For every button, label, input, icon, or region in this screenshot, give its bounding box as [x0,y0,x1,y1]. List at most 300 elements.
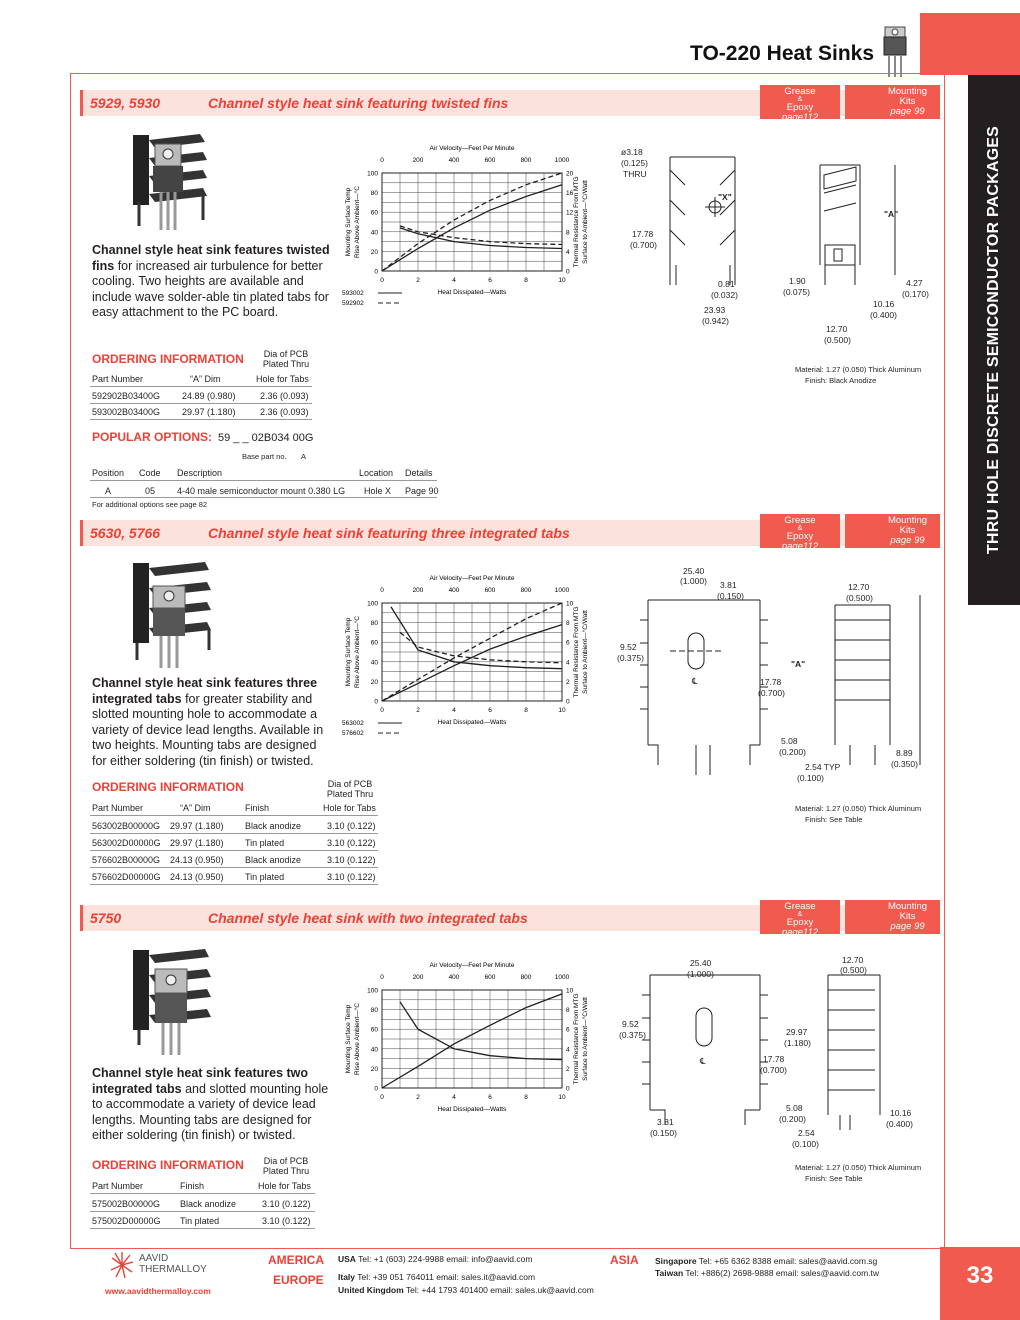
top-axis-label: Air Velocity—Feet Per Minute [429,575,515,582]
divider [90,386,312,387]
right-axis-label: Surface to Ambient—°C/Watt [582,997,589,1081]
dim-label: (0.500) [824,335,851,345]
dim-label: (1.180) [784,1038,811,1048]
right-tick-label: 16 [566,190,574,198]
table-cell: 2.36 (0.093) [260,407,309,417]
opt-header-location: Location [359,468,394,478]
contact-label: United Kingdom [338,1285,404,1295]
legend-label: 576602 [342,730,364,737]
top-tick-label: 400 [448,587,460,594]
table-cell: 575002D00000G [92,1216,161,1226]
x-axis-label: Heat Dissipated—Watts [437,1106,507,1113]
top-tick-label: 1000 [554,974,570,981]
top-tick-label: 600 [484,974,496,981]
dim-label: 12.70 [842,955,864,965]
badge-text: Kits [899,911,916,922]
dim-label: 10.16 [890,1108,912,1118]
col-hole-header: Hole for Tabs [256,374,309,384]
legend-label: 563002 [342,720,364,727]
table-cell: 29.97 (1.180) [170,821,224,831]
contact-label: USA [338,1254,356,1264]
right-tick-label: 6 [566,639,570,647]
right-axis-label: Thermal Resistance From MTG [573,606,580,698]
table-cell: Black anodize [180,1199,237,1209]
dim-label: (0.375) [619,1030,646,1040]
dim-label: (0.032) [711,290,738,300]
dim-label: 3.81 [720,580,737,590]
badge-text: & [797,96,803,103]
table-cell: 563002D00000G [92,838,161,848]
table-cell: 29.97 (1.180) [182,407,236,417]
table-cell: 576602B00000G [92,855,161,865]
dim-label: (0.100) [792,1139,819,1149]
contact-text: Tel: +886(2) 2698-9888 email: sales@aavid.com.tw [685,1268,880,1278]
top-tick-label: 1000 [554,157,570,164]
chart-5750 [340,960,590,1120]
right-tick-label: 8 [566,229,570,237]
badge-text: Grease [784,86,816,97]
y-tick-label: 0 [374,698,378,706]
dim-label: (0.150) [650,1128,677,1138]
x-tick-label: 10 [558,277,566,284]
right-tick-label: 2 [566,1065,570,1073]
badge-text: Epoxy [786,917,814,928]
description-text: for greater stability and slotted mounting hole to accommodate a variety of device lead lengths. Available in two heights. Mounting tabs are designed for either soldering (tin finish) or twisted. [92,691,324,768]
material-note: Material: 1.27 (0.050) Thick Aluminum [795,804,922,813]
finish-note: Finish: See Table [805,815,863,824]
top-axis-label: Air Velocity—Feet Per Minute [429,145,515,152]
dim-label: (0.200) [779,1114,806,1124]
divider [90,497,437,498]
x-axis-label: Heat Dissipated—Watts [437,719,507,726]
table-cell: Tin plated [245,872,285,882]
divider [90,480,437,481]
region-europe: EUROPE [273,1273,324,1287]
popular-options-title: POPULAR OPTIONS: [92,430,213,444]
top-tick-label: 400 [448,157,460,164]
dim-label: 17.78 [763,1054,785,1064]
base-part-label: Base part no. [242,452,287,461]
top-tick-label: 0 [380,974,384,981]
dim-label: 12.70 [848,582,870,592]
y-tick-label: 20 [370,248,378,256]
region-america: AMERICA [268,1253,324,1267]
badge-text: Epoxy [786,531,814,542]
chart-5630 [340,573,590,748]
table-cell: Black anodize [245,821,302,831]
legend-label: 593002 [342,290,364,297]
right-axis-label: Surface to Ambient—°C/Watt [582,180,589,264]
material-note: Material: 1.27 (0.050) Thick Aluminum [795,365,922,374]
badge-page: page 99 [890,535,925,546]
contact-italy [338,1272,535,1282]
position-a-label: A [301,452,307,461]
opt-header-position: Position [92,468,125,478]
y-tick-label: 0 [374,268,378,276]
dim-label: 9.52 [620,642,637,652]
x-tick-label: 8 [524,707,528,714]
dim-label: (0.942) [702,316,729,326]
right-tick-label: 8 [566,620,570,628]
dim-label: ℄ [700,1056,706,1066]
section2-number: 5630, 5766 [90,525,161,541]
y-tick-label: 20 [370,1065,378,1073]
y-tick-label: 100 [367,987,378,995]
table-cell: 24.89 (0.980) [182,391,236,401]
dim-label: 9.52 [622,1019,639,1029]
badge-text: Mounting [887,901,928,912]
product-photo-5929 [125,130,215,240]
right-tick-label: 4 [566,659,570,667]
dim-label: 25.40 [683,566,705,576]
chart-5929 [340,143,590,318]
dim-label: (0.700) [760,1065,787,1075]
badge-page: page112 [781,541,819,552]
dim-label: 1.90 [789,276,806,286]
dim-label: ø3.18 [621,147,643,157]
description-bold: Channel style heat sink features twisted fins [92,243,330,273]
dim-label: (0.100) [797,773,824,783]
contact-singapore [655,1256,877,1266]
dim-label: 17.78 [760,677,782,687]
series-line [391,607,562,669]
dim-label: (0.125) [621,158,648,168]
dim-label: (0.500) [840,965,867,975]
region-asia: ASIA [610,1253,639,1267]
divider [90,1193,315,1194]
dim-label: (0.700) [758,688,785,698]
table-cell: 05 [145,486,156,496]
dim-label: "A" [884,209,899,219]
product-photo-5750 [125,945,220,1060]
divider [90,815,378,816]
x-tick-label: 6 [488,707,492,714]
popular-code: 59 _ _ 02B034 00G [218,432,314,444]
badge-page: page 99 [890,106,925,117]
y-tick-label: 80 [370,190,378,198]
col-dia-header: Dia of PCB Plated Thru [262,1156,310,1176]
options-note: For additional options see page 82 [92,500,208,509]
right-tick-label: 0 [566,268,570,276]
aavid-logo-icon [110,1250,134,1280]
right-tick-label: 0 [566,698,570,706]
y-tick-label: 40 [370,659,378,667]
y-axis-label: Rise Above Ambient—°C [354,186,361,258]
page-title: TO-220 Heat Sinks [690,42,875,65]
col-a-header: “A” Dim [190,374,221,384]
top-tick-label: 600 [484,157,496,164]
y-axis-label: Mounting Surface Temp [345,187,352,257]
x-tick-label: 10 [558,707,566,714]
table-cell: Tin plated [180,1216,220,1226]
col-dia-header: Dia of PCB Plated Thru [262,349,310,369]
grease-epoxy-badge[interactable] [760,85,840,123]
dim-label: (0.075) [783,287,810,297]
description-bold: Channel style heat sink features three integrated tabs [92,676,318,706]
chart-svg [340,960,590,1120]
dim-label: 8.89 [896,748,913,758]
dim-label: (1.000) [680,576,707,586]
col-part-header: Part Number [92,803,144,813]
table-cell: A [105,486,112,496]
badge-text: & [797,525,803,532]
table-cell: 2.36 (0.093) [260,391,309,401]
material-note: Material: 1.27 (0.050) Thick Aluminum [795,1163,922,1172]
table-cell: 29.97 (1.180) [170,838,224,848]
finish-note: Finish: See Table [805,1174,863,1183]
top-tick-label: 400 [448,974,460,981]
right-tick-label: 2 [566,678,570,686]
legend-label: 592902 [342,300,364,307]
table-cell: 3.10 (0.122) [262,1216,311,1226]
ordering-info-title: ORDERING INFORMATION [92,780,244,794]
y-axis-label: Mounting Surface Temp [345,617,352,687]
dim-label: 29.97 [786,1027,808,1037]
dim-label: (1.000) [687,969,714,979]
divider [90,1211,315,1212]
badge-page: page112 [781,927,819,938]
contact-text: Tel: +65 6362 8388 email: sales@aavid.com.sg [698,1256,878,1266]
y-tick-label: 60 [370,639,378,647]
table-cell: 576602D00000G [92,872,161,882]
x-tick-label: 2 [416,1094,420,1101]
section1-title: Channel style heat sink featuring twisted fins [208,95,509,111]
side-tab-label: THRU HOLE DISCRETE SEMICONDUCTOR PACKAGES [985,125,1002,555]
header-red-block [920,13,1020,75]
divider [90,833,378,834]
badge-text: Epoxy [786,102,814,113]
top-axis-label: Air Velocity—Feet Per Minute [429,962,515,969]
col-dia-header: Dia of PCB Plated Thru [326,779,374,799]
x-tick-label: 0 [380,277,384,284]
right-tick-label: 4 [566,1046,570,1054]
badge-text: Grease [784,901,816,912]
table-cell: 593002B03400G [92,407,161,417]
contact-usa [338,1254,532,1264]
dim-label: 4.27 [906,278,923,288]
brand-line: AAVID [139,1253,169,1264]
y-tick-label: 80 [370,1007,378,1015]
dim-label: 2.54 TYP [805,762,841,772]
ordering-info-title: ORDERING INFORMATION [92,1158,244,1172]
top-tick-label: 600 [484,587,496,594]
y-tick-label: 40 [370,229,378,237]
table-cell: 563002B00000G [92,821,161,831]
x-tick-label: 2 [416,277,420,284]
y-axis-label: Mounting Surface Temp [345,1004,352,1074]
section1-number: 5929, 5930 [90,95,161,111]
top-tick-label: 0 [380,157,384,164]
right-tick-label: 8 [566,1007,570,1015]
section3-title: Channel style heat sink with two integrated tabs [208,910,528,926]
contact-text: Tel: +44 1793 401400 email: sales.uk@aavid.com [405,1285,594,1295]
right-tick-label: 20 [566,170,574,178]
dim-label: 5.08 [781,736,798,746]
dim-label: (0.200) [779,747,806,757]
mounting-kits-badge[interactable] [845,514,940,548]
divider [90,403,312,404]
badge-page: page112 [781,112,819,123]
chart-svg [340,573,590,748]
badge-text: Kits [899,525,916,536]
table-cell: Black anodize [245,855,302,865]
brand-name [139,1253,207,1275]
opt-header-details: Details [405,468,433,478]
y-axis-label: Rise Above Ambient—°C [354,1003,361,1075]
divider [90,867,378,868]
dim-label: 3.81 [657,1117,674,1127]
right-tick-label: 12 [566,209,574,217]
right-axis-label: Thermal Resistance From MTG [573,993,580,1085]
right-tick-label: 4 [566,248,570,256]
x-tick-label: 10 [558,1094,566,1101]
contact-uk [338,1285,594,1295]
col-a-header: “A” Dim [180,803,211,813]
contact-taiwan [655,1268,879,1278]
page-number: 33 [966,1262,994,1289]
dim-label: 12.70 [826,324,848,334]
contact-label: Taiwan [655,1268,684,1278]
col-finish-header: Finish [180,1181,205,1191]
x-tick-label: 6 [488,277,492,284]
section3-number: 5750 [90,910,122,926]
badge-text: Grease [784,515,816,526]
right-tick-label: 6 [566,1026,570,1034]
x-tick-label: 2 [416,707,420,714]
description-text: and slotted mounting hole to accommodate a variety of device lead lengths. Mounting tabs are designed for either soldering (tin finish) or twisted. [92,1081,329,1142]
description-bold: Channel style heat sink features two integrated tabs [92,1066,309,1096]
y-tick-label: 100 [367,600,378,608]
table-cell: 4-40 male semiconductor mount 0.380 LG [177,486,346,496]
dim-label: (0.170) [902,289,929,299]
finish-note: Finish: Black Anodize [805,376,877,385]
x-tick-label: 0 [380,1094,384,1101]
top-tick-label: 800 [520,587,532,594]
series-line [400,1002,562,1060]
y-tick-label: 0 [374,1085,378,1093]
grease-epoxy-badge[interactable] [760,514,840,552]
table-cell: 575002B00000G [92,1199,161,1209]
contact-label: Italy [338,1272,356,1282]
col-hole-header: Hole for Tabs [323,803,376,813]
top-tick-label: 1000 [554,587,570,594]
right-tick-label: 0 [566,1085,570,1093]
dim-label: 5.08 [786,1103,803,1113]
contact-label: Singapore [655,1256,697,1266]
badge-text: Kits [899,96,916,107]
contact-text: Tel: +39 051 764011 email: sales.it@aavid.com [357,1272,536,1282]
table-cell: 3.10 (0.122) [262,1199,311,1209]
dim-label: 0.81 [718,279,735,289]
right-tick-label: 10 [566,600,574,608]
product-photo-5630 [125,558,220,673]
dim-label: (0.150) [717,591,744,601]
y-tick-label: 60 [370,1026,378,1034]
x-tick-label: 8 [524,277,528,284]
dim-label: (0.350) [891,759,918,769]
dim-label: (0.400) [886,1119,913,1129]
description-text: for increased air turbulence for better cooling. Two heights are available and include wave solder-able tin plated tabs for easy attachment to the PC board. [92,258,329,319]
table-cell: 3.10 (0.122) [327,838,376,848]
section3-description [92,1066,332,1144]
series-line [400,632,562,662]
y-tick-label: 80 [370,620,378,628]
x-axis-label: Heat Dissipated—Watts [437,289,507,296]
dim-label: 25.40 [690,958,712,968]
y-axis-label: Rise Above Ambient—°C [354,616,361,688]
y-tick-label: 20 [370,678,378,686]
dim-label: 10.16 [873,299,895,309]
to220-icon [880,25,910,80]
badge-text: Mounting [887,515,928,526]
dim-label: THRU [623,169,647,179]
y-tick-label: 60 [370,209,378,217]
x-tick-label: 4 [452,277,456,284]
table-cell: 24.13 (0.950) [170,872,224,882]
top-tick-label: 200 [412,587,424,594]
top-tick-label: 800 [520,974,532,981]
dimension-drawing-5630 [610,565,940,785]
dim-label: (0.400) [870,310,897,320]
table-cell: Page 90 [405,486,439,496]
grease-epoxy-badge[interactable] [760,900,840,938]
dim-label: 2.54 [798,1128,815,1138]
right-axis-label: Thermal Resistance From MTG [573,176,580,268]
dim-label: "X" [718,192,732,202]
x-tick-label: 8 [524,1094,528,1101]
y-tick-label: 40 [370,1046,378,1054]
dim-label: (0.700) [630,240,657,250]
top-tick-label: 0 [380,587,384,594]
dim-label: (0.500) [846,593,873,603]
divider [90,884,378,885]
table-cell: Tin plated [245,838,285,848]
dim-label: 17.78 [632,229,654,239]
mounting-kits-badge[interactable] [845,900,940,934]
table-cell: 3.10 (0.122) [327,855,376,865]
dim-label: ℄ [692,676,698,686]
x-tick-label: 4 [452,1094,456,1101]
website-link[interactable]: www.aavidthermalloy.com [105,1286,211,1296]
y-tick-label: 100 [367,170,378,178]
x-tick-label: 6 [488,1094,492,1101]
contact-text: Tel: +1 (603) 224-9988 email: info@aavid.com [358,1254,533,1264]
ordering-info-title: ORDERING INFORMATION [92,352,244,366]
badge-text: Mounting [887,86,928,97]
section1-description [92,243,332,321]
divider [90,850,378,851]
divider [90,419,312,420]
section2-description [92,676,332,769]
divider [90,1228,315,1229]
dim-label: "A" [791,659,806,669]
chart-svg [340,143,590,318]
table-cell: 592902B03400G [92,391,161,401]
badge-text: & [797,911,803,918]
right-tick-label: 10 [566,987,574,995]
x-tick-label: 0 [380,707,384,714]
top-tick-label: 200 [412,157,424,164]
table-cell: 24.13 (0.950) [170,855,224,865]
col-finish-header: Finish [245,803,270,813]
opt-header-code: Code [139,468,161,478]
dim-label: 23.93 [704,305,726,315]
x-tick-label: 4 [452,707,456,714]
table-cell: Hole X [364,486,392,496]
table-cell: 3.10 (0.122) [327,821,376,831]
badge-page: page 99 [890,921,925,932]
mounting-kits-badge[interactable] [845,85,940,119]
